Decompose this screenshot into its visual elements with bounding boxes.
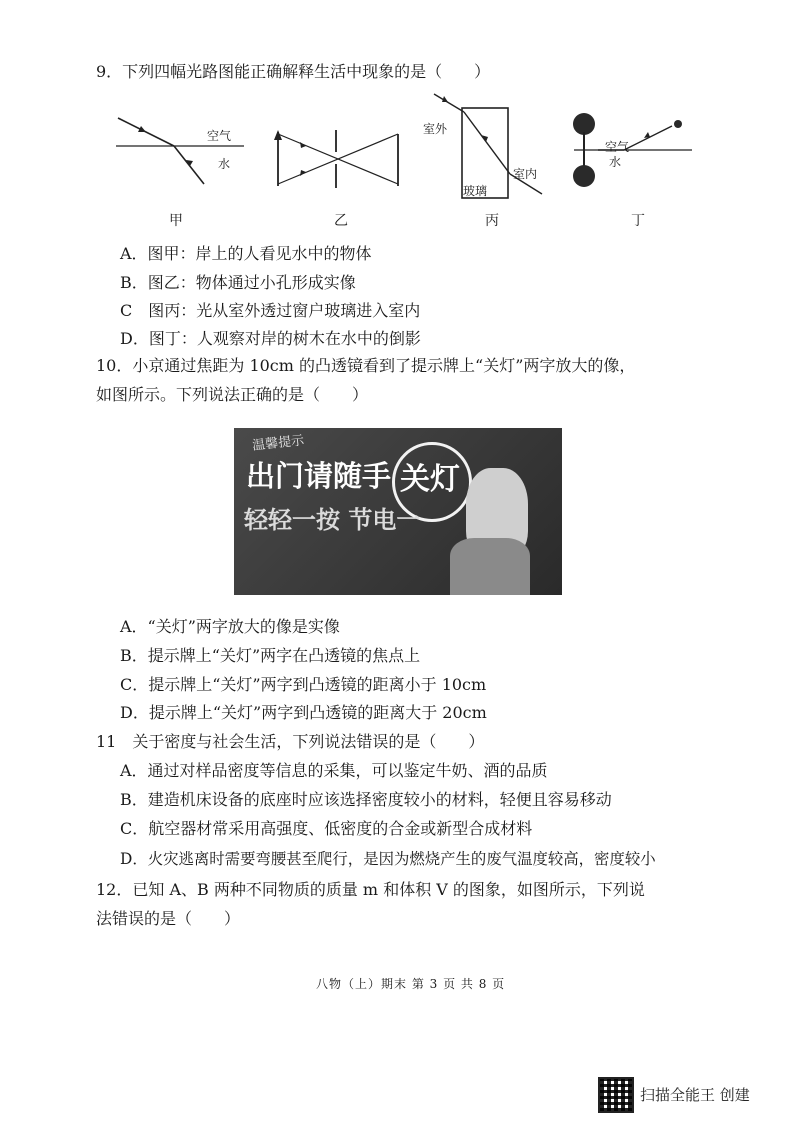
figure-yi [270, 128, 410, 190]
q11-option-a: A．通过对样品密度等信息的采集，可以鉴定牛奶、酒的品质 [120, 761, 548, 780]
q9-option-a: A．图甲：岸上的人看见水中的物体 [120, 244, 372, 263]
q11-option-d: D．火灾逃离时需要弯腰甚至爬行，是因为燃烧产生的废气温度较高，密度较小 [120, 850, 656, 868]
q11-option-b: B．建造机床设备的底座时应该选择密度较小的材料，轻便且容易移动 [120, 790, 612, 809]
sign-line1-text: 出门请随手 [246, 459, 392, 493]
q11-option-c: C．航空器材常采用高强度、低密度的合金或新型合成材料 [120, 819, 533, 838]
bing-caption: 丙 [485, 213, 499, 229]
hand-icon [450, 538, 530, 595]
q9-option-d: D．图丁：人观察对岸的树木在水中的倒影 [120, 329, 421, 348]
q10-stem-line2: 如图所示。下列说法正确的是（ ） [96, 385, 369, 404]
jia-water-label: 水 [218, 157, 231, 171]
q9-stem: 9．下列四幅光路图能正确解释生活中现象的是（ ） [96, 62, 491, 81]
sign-magnified-text: 关灯 [400, 462, 460, 497]
q10-option-b: B．提示牌上“关灯”两字在凸透镜的焦点上 [120, 646, 421, 665]
qr-code-icon [598, 1077, 634, 1113]
ding-water-label: 水 [609, 155, 622, 169]
bing-outdoor-label: 室外 [423, 122, 448, 136]
tree-reflection-icon [573, 165, 595, 187]
q11-stem: 11 关于密度与社会生活，下列说法错误的是（ ） [96, 732, 485, 751]
bing-glass-label: 玻璃 [463, 184, 488, 198]
q10-option-d: D．提示牌上“关灯”两字到凸透镜的距离大于 20cm [120, 703, 487, 722]
q9-option-c: C 图丙：光从室外透过窗户玻璃进入室内 [120, 301, 421, 320]
yi-caption: 乙 [334, 213, 348, 229]
tree-icon [573, 113, 595, 135]
ding-air-label: 空气 [605, 140, 630, 154]
q12-stem-line2: 法错误的是（ ） [96, 909, 241, 928]
q10-sign-photo [234, 428, 562, 595]
figure-ding [570, 110, 700, 200]
q10-stem-line1: 10．小京通过焦距为 10cm 的凸透镜看到了提示牌上“关灯”两字放大的像， [96, 356, 636, 375]
sign-top-tag: 温馨提示 [251, 433, 305, 454]
q12-stem-line1: 12．已知 A、B 两种不同物质的质量 m 和体积 V 的图象，如图所示，下列说 [96, 880, 645, 899]
bing-indoor-label: 室内 [513, 167, 538, 181]
scanner-watermark: 扫描全能王 创建 [640, 1086, 750, 1104]
sign-line2-text: 轻轻一按 节电一 [244, 506, 421, 534]
eye-icon [674, 120, 682, 128]
q10-option-a: A．“关灯”两字放大的像是实像 [120, 617, 340, 636]
page-footer: 八物（上）期末 第 3 页 共 8 页 [316, 977, 506, 991]
q9-option-b: B．图乙：物体通过小孔形成实像 [120, 273, 356, 292]
jia-air-label: 空气 [207, 129, 232, 143]
figure-jia [116, 108, 246, 188]
jia-caption: 甲 [169, 213, 183, 229]
ding-caption: 丁 [631, 213, 645, 229]
q10-option-c: C．提示牌上“关灯”两字到凸透镜的距离小于 10cm [120, 675, 487, 694]
